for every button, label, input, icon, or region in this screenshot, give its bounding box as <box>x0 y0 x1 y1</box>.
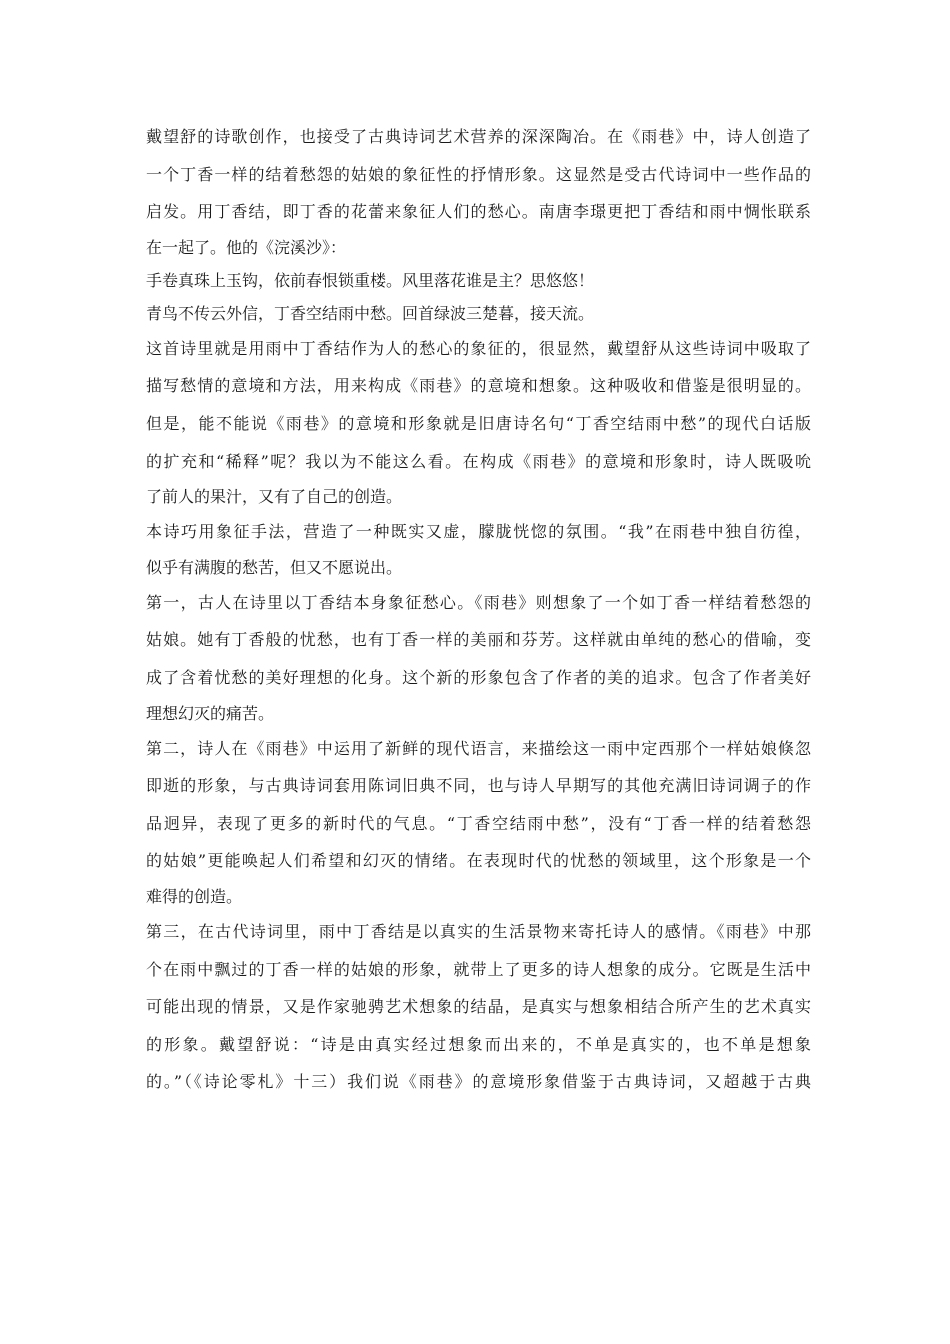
text-line: 即逝的形象，与古典诗词套用陈词旧典不同，也与诗人早期写的其他充满旧诗词调子的作 <box>146 776 811 796</box>
document-page <box>146 118 811 1101</box>
text-line: 个在雨中飘过的丁香一样的姑娘的形象，就带上了更多的诗人想象的成分。它既是生活中 <box>146 959 811 979</box>
text-line: 的姑娘”更能唤起人们希望和幻灭的情绪。在表现时代的忧愁的领域里，这个形象是一个 <box>146 851 811 871</box>
text-line: 启发。用丁香结，即丁香的花蕾来象征人们的愁心。南唐李璟更把丁香结和雨中惆怅联系 <box>146 202 811 222</box>
text-line: 第一，古人在诗里以丁香结本身象征愁心。《雨巷》则想象了一个如丁香一样结着愁怨的 <box>146 592 811 612</box>
text-line: 品迥异，表现了更多的新时代的气息。“丁香空结雨中愁”，没有“丁香一样的结着愁怨 <box>146 813 811 833</box>
text-line: 第三，在古代诗词里，雨中丁香结是以真实的生活景物来寄托诗人的感情。《雨巷》中那 <box>146 921 811 941</box>
text-line: 似乎有满腹的愁苦，但又不愿说出。 <box>146 557 403 577</box>
text-line: 第二，诗人在《雨巷》中运用了新鲜的现代语言，来描绘这一雨中定西那个一样姑娘倏忽 <box>146 738 811 758</box>
text-line: 可能出现的情景，又是作家驰骋艺术想象的结晶，是真实与想象相结合所产生的艺术真实 <box>146 997 811 1017</box>
text-line: 姑娘。她有丁香般的忧愁，也有丁香一样的美丽和芬芳。这样就由单纯的愁心的借喻，变 <box>146 630 811 650</box>
text-line: 但是，能不能说《雨巷》的意境和形象就是旧唐诗名句“丁香空结雨中愁”的现代白话版 <box>146 413 811 433</box>
text-line: 理想幻灭的痛苦。 <box>146 703 275 723</box>
text-line: 戴望舒的诗歌创作，也接受了古典诗词艺术营养的深深陶冶。在《雨巷》中，诗人创造了 <box>146 127 811 146</box>
text-line: 了前人的果汁，又有了自己的创造。 <box>146 487 403 507</box>
text-line: 这首诗里就是用雨中丁香结作为人的愁心的象征的，很显然，戴望舒从这些诗词中吸取了 <box>146 338 811 358</box>
poem-line: 青鸟不传云外信，丁香空结雨中愁。回首绿波三楚暮，接天流。 <box>146 303 595 323</box>
text-line: 难得的创造。 <box>146 886 243 906</box>
text-line: 的形象。戴望舒说：“诗是由真实经过想象而出来的，不单是真实的，也不单是想象 <box>146 1034 811 1054</box>
text-line: 成了含着忧愁的美好理想的化身。这个新的形象包含了作者的美的追求。包含了作者美好 <box>146 667 811 687</box>
text-line: 一个丁香一样的结着愁怨的姑娘的象征性的抒情形象。这显然是受古代诗词中一些作品的 <box>146 164 811 184</box>
text-line: 的扩充和“稀释”呢？我以为不能这么看。在构成《雨巷》的意境和形象时，诗人既吸吮 <box>146 451 811 471</box>
text-line: 在一起了。他的《浣溪沙》： <box>146 237 347 257</box>
text-line: 本诗巧用象征手法，营造了一种既实又虚，朦胧恍惚的氛围。“我”在雨巷中独自彷徨， <box>146 522 811 542</box>
text-line: 的。”（《诗论零札》十三）我们说《雨巷》的意境形象借鉴于古典诗词，又超越于古典 <box>146 1072 811 1092</box>
poem-line: 手卷真珠上玉钩，依前春恨锁重楼。风里落花谁是主？思悠悠！ <box>146 270 595 290</box>
text-line: 描写愁情的意境和方法，用来构成《雨巷》的意境和想象。这种吸收和借鉴是很明显的。 <box>146 376 811 396</box>
